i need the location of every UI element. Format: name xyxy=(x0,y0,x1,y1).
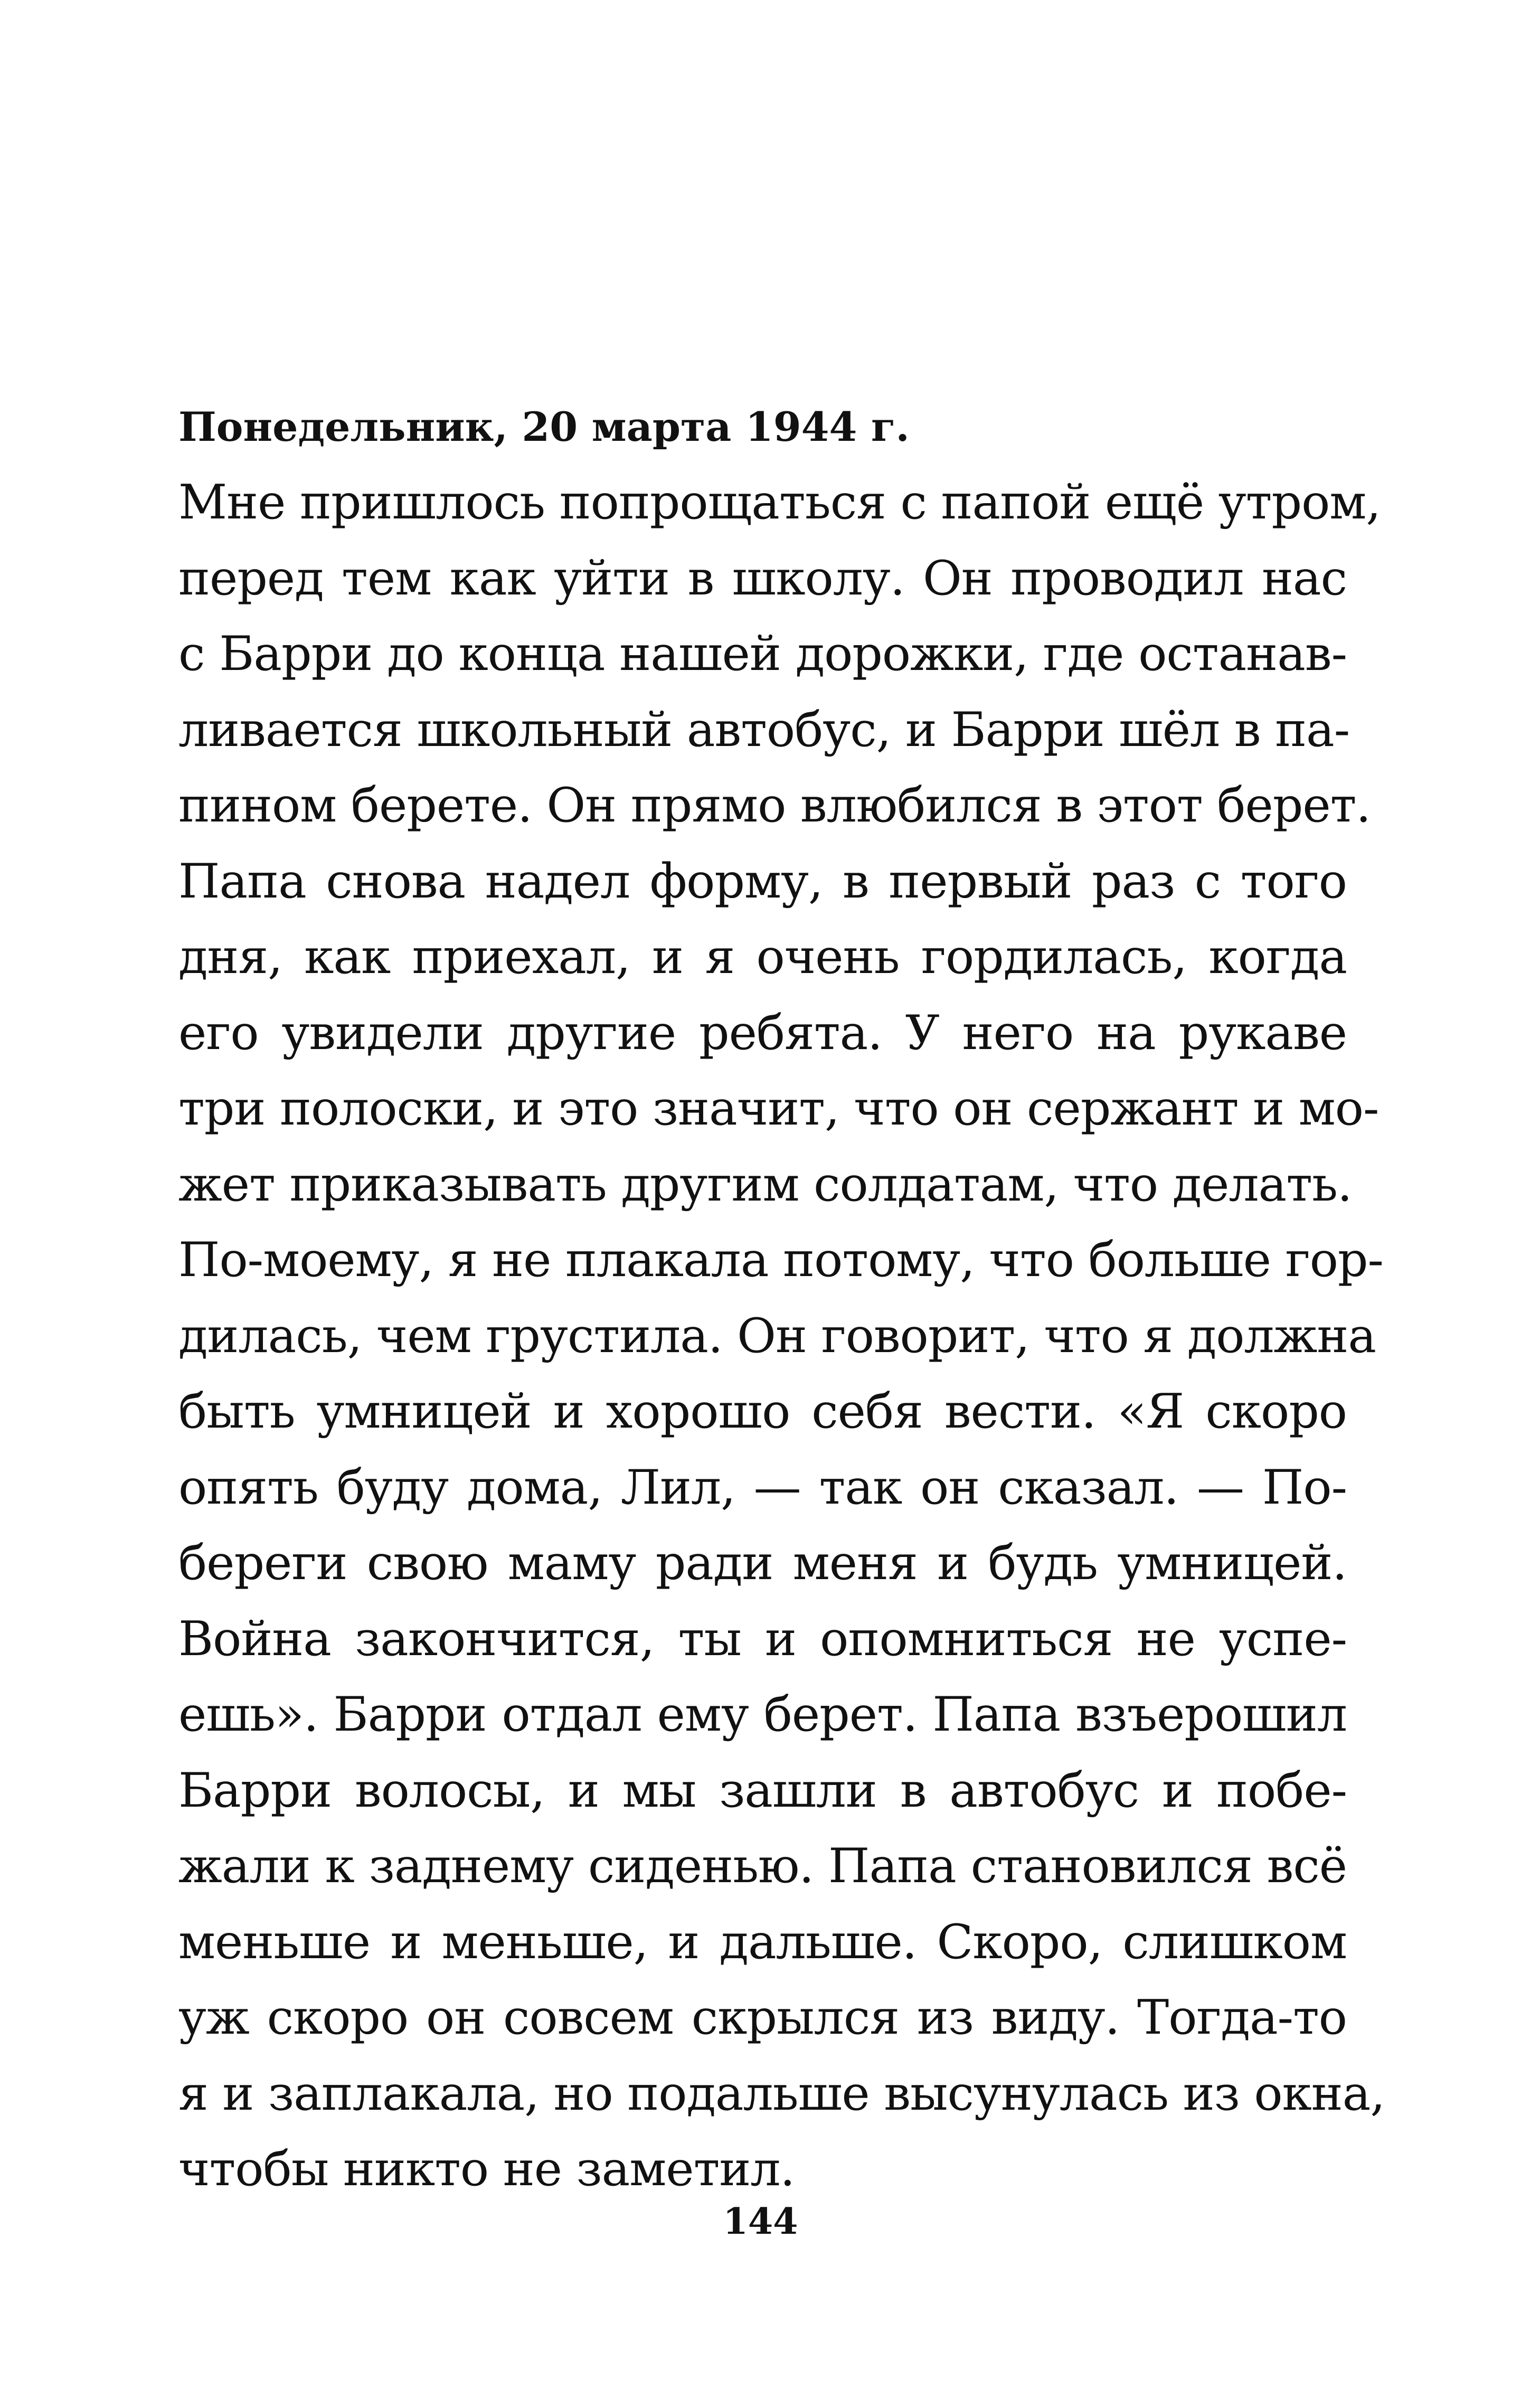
text-line: уж скоро он совсем скрылся из виду. Тогда-то xyxy=(178,1990,1347,2045)
text-line: Мне пришлось попрощаться с папой ещё утром, xyxy=(178,475,1381,530)
text-line: ливается школьный автобус, и Барри шёл в па- xyxy=(178,702,1350,758)
diary-entry-body xyxy=(178,465,1385,2207)
text-line: пином берете. Он прямо влюбился в этот берет. xyxy=(178,778,1371,833)
text-line: я и заплакала, но подальше высунулась из окна, xyxy=(178,2065,1385,2121)
text-line: с Барри до конца нашей дорожки, где останав- xyxy=(178,626,1347,682)
text-line: дня, как приехал, и я очень гордилась, когда xyxy=(178,929,1347,985)
text-line: дилась, чем грустила. Он говорит, что я должна xyxy=(178,1308,1376,1364)
text-line: три полоски, и это значит, что он сержант и мо- xyxy=(178,1081,1379,1136)
text-line: береги свою маму ради меня и будь умницей. xyxy=(178,1535,1347,1591)
text-line: быть умницей и хорошо себя вести. «Я скоро xyxy=(178,1384,1347,1439)
text-line: По-моему, я не плакала потому, что больше гор- xyxy=(178,1232,1383,1288)
text-line: перед тем как уйти в школу. Он проводил нас xyxy=(178,550,1347,606)
text-line: меньше и меньше, и дальше. Скоро, слишком xyxy=(178,1914,1347,1970)
page-content xyxy=(178,390,1385,2207)
text-line: его увидели другие ребята. У него на рукаве xyxy=(178,1005,1347,1061)
text-line: жет приказывать другим солдатам, что делать. xyxy=(178,1156,1352,1212)
text-line: Война закончится, ты и опомниться не успе- xyxy=(178,1611,1347,1667)
diary-entry-heading: Понедельник, 20 марта 1944 г. xyxy=(178,403,910,450)
text-line: Барри волосы, и мы зашли в автобус и побе- xyxy=(178,1762,1347,1818)
text-line: чтобы никто не заметил. xyxy=(178,2141,795,2197)
page-number: 144 xyxy=(723,2201,798,2243)
text-line: опять буду дома, Лил, — так он сказал. — По- xyxy=(178,1459,1347,1515)
text-line: Папа снова надел форму, в первый раз с того xyxy=(178,853,1347,909)
text-line: жали к заднему сиденью. Папа становился всё xyxy=(178,1838,1347,1894)
text-line: ешь». Барри отдал ему берет. Папа взъерошил xyxy=(178,1687,1347,1742)
